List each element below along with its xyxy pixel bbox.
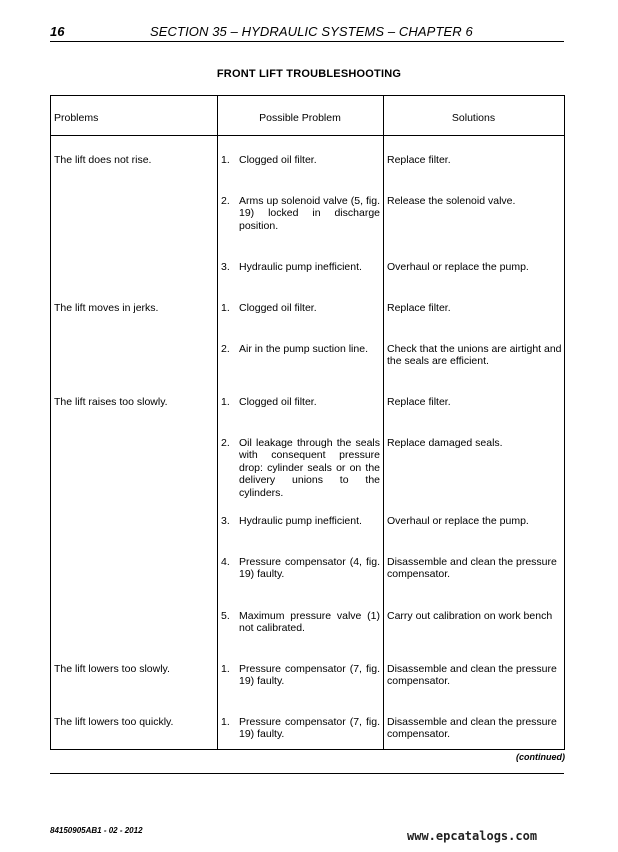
cause-number: 3. bbox=[221, 515, 230, 527]
watermark-link[interactable]: www.epcatalogs.com bbox=[407, 829, 538, 843]
header-rule bbox=[50, 41, 564, 42]
cause-number: 1. bbox=[221, 302, 230, 314]
cause-number: 1. bbox=[221, 154, 230, 166]
solution: Overhaul or replace the pump. bbox=[387, 261, 529, 273]
cause-number: 1. bbox=[221, 663, 230, 675]
solution: Disassemble and clean the pressure compensator. bbox=[387, 716, 557, 741]
cause-number: 3. bbox=[221, 261, 230, 273]
cause-number: 2. bbox=[221, 195, 230, 207]
solution: Check that the unions are airtight and the seals are efficient. bbox=[387, 343, 562, 368]
possible-cause: Clogged oil filter. bbox=[239, 154, 317, 166]
header-possible-problem: Possible Problem bbox=[259, 112, 341, 124]
footer-rule bbox=[50, 773, 564, 774]
header-solutions: Solutions bbox=[451, 112, 496, 124]
possible-cause: Air in the pump suction line. bbox=[239, 343, 368, 355]
cause-number: 1. bbox=[221, 396, 230, 408]
problem-label: The lift lowers too quickly. bbox=[54, 716, 174, 728]
cause-number: 2. bbox=[221, 437, 230, 449]
solution: Disassemble and clean the pressure compensator. bbox=[387, 663, 557, 688]
possible-cause: Oil leakage through the seals with consequent pressure drop: cylinder seals or on the delivery unions to the cylinders. bbox=[239, 437, 380, 499]
possible-cause: Maximum pressure valve (1) not calibrated. bbox=[239, 610, 380, 635]
column-divider bbox=[383, 96, 384, 749]
solution: Replace filter. bbox=[387, 396, 451, 408]
troubleshooting-table bbox=[50, 95, 565, 750]
possible-cause: Pressure compensator (7, fig. 19) faulty. bbox=[239, 716, 380, 741]
possible-cause: Pressure compensator (7, fig. 19) faulty. bbox=[239, 663, 380, 688]
cause-number: 5. bbox=[221, 610, 230, 622]
solution: Disassemble and clean the pressure compensator. bbox=[387, 556, 557, 581]
solution: Replace damaged seals. bbox=[387, 437, 503, 449]
solution: Release the solenoid valve. bbox=[387, 195, 516, 207]
solution: Replace filter. bbox=[387, 154, 451, 166]
possible-cause: Hydraulic pump inefficient. bbox=[239, 261, 362, 273]
possible-cause: Clogged oil filter. bbox=[239, 396, 317, 408]
possible-cause: Clogged oil filter. bbox=[239, 302, 317, 314]
solution: Overhaul or replace the pump. bbox=[387, 515, 529, 527]
section-title: SECTION 35 – HYDRAULIC SYSTEMS – CHAPTER 6 bbox=[150, 24, 473, 39]
cause-number: 4. bbox=[221, 556, 230, 568]
page-number: 16 bbox=[50, 24, 65, 39]
cause-number: 1. bbox=[221, 716, 230, 728]
problem-label: The lift does not rise. bbox=[54, 154, 152, 166]
possible-cause: Hydraulic pump inefficient. bbox=[239, 515, 362, 527]
continued-note: (continued) bbox=[516, 752, 565, 762]
document-title: FRONT LIFT TROUBLESHOOTING bbox=[216, 68, 402, 80]
problem-label: The lift lowers too slowly. bbox=[54, 663, 170, 675]
header-divider bbox=[51, 135, 564, 136]
solution: Carry out calibration on work bench bbox=[387, 610, 553, 622]
cause-number: 2. bbox=[221, 343, 230, 355]
header-problems: Problems bbox=[54, 112, 99, 124]
possible-cause: Pressure compensator (4, fig. 19) faulty. bbox=[239, 556, 380, 581]
document-code: 84150905AB1 - 02 - 2012 bbox=[50, 826, 143, 835]
problem-label: The lift raises too slowly. bbox=[54, 396, 168, 408]
column-divider bbox=[217, 96, 218, 749]
possible-cause: Arms up solenoid valve (5, fig. 19) locked in discharge position. bbox=[239, 195, 380, 232]
problem-label: The lift moves in jerks. bbox=[54, 302, 159, 314]
solution: Replace filter. bbox=[387, 302, 451, 314]
